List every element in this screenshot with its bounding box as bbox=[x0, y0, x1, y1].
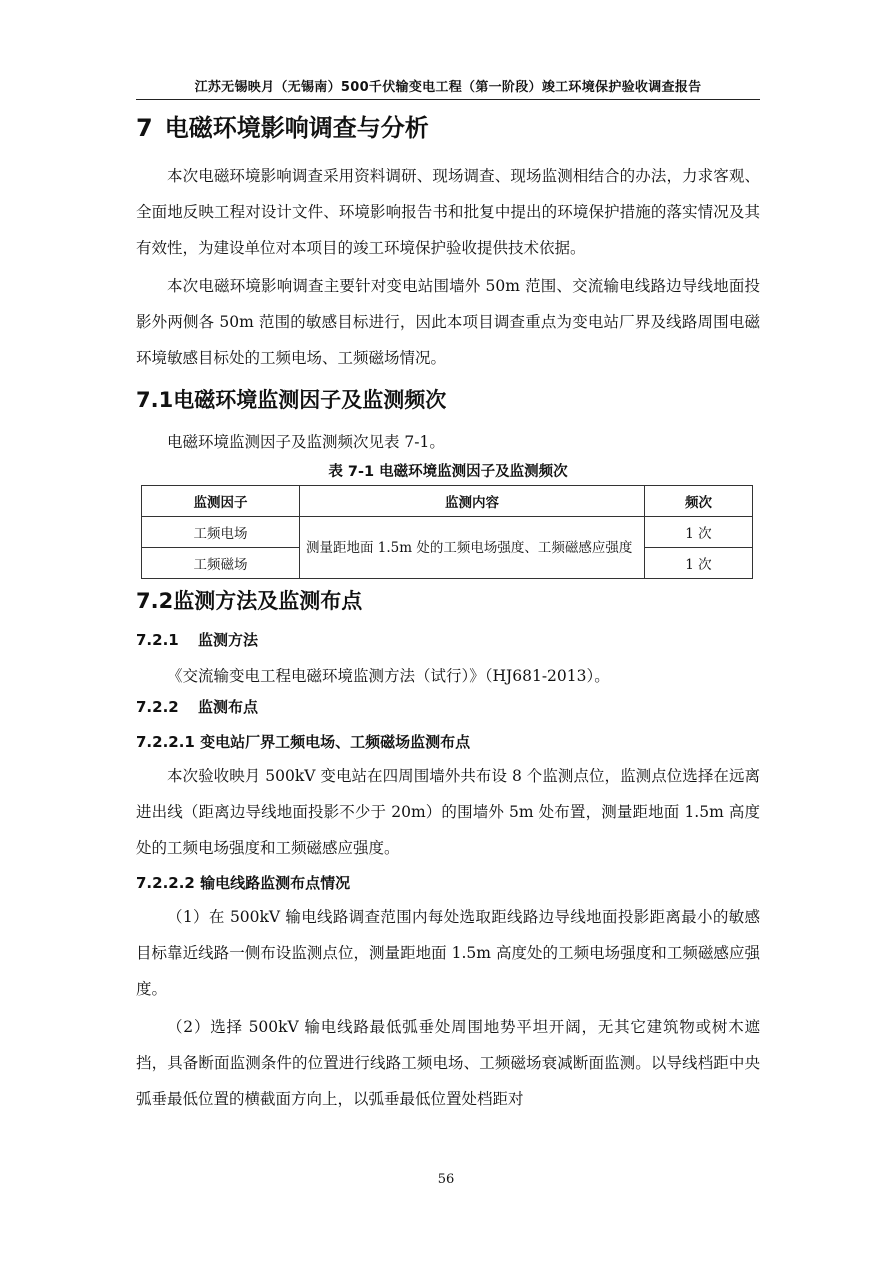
section-7-2-2-heading: 7.2.2 监测布点 bbox=[136, 698, 259, 716]
section-7-2-heading: 7.2监测方法及监测布点 bbox=[136, 589, 363, 613]
table-row bbox=[142, 517, 753, 548]
table-cell-factor: 工频磁场 bbox=[142, 548, 300, 579]
monitoring-table bbox=[141, 485, 753, 579]
method-paragraph: 《交流输变电工程电磁环境监测方法（试行）》（HJ681-2013）。 bbox=[167, 667, 610, 685]
line-paragraph-1: （1）在 500kV 输电线路调查范围内每处选取距线路边导线地面投影距离最小的敏感目标靠近线路一侧布设监测点位，测量距地面 1.5m 高度处的工频电场强度和工频磁感应强度。 bbox=[136, 908, 760, 998]
header-divider bbox=[136, 99, 760, 100]
page-number: 56 bbox=[437, 1172, 455, 1187]
table-cell-content: 测量距地面 1.5m 处的工频电场强度、工频磁感应强度 bbox=[300, 517, 645, 579]
table-header-cell: 频次 bbox=[645, 486, 753, 517]
table-cell-frequency: 1 次 bbox=[645, 548, 753, 579]
table-cell-frequency: 1 次 bbox=[645, 517, 753, 548]
page-header: 江苏无锡映月（无锡南）500千伏输变电工程（第一阶段）竣工环境保护验收调查报告 bbox=[194, 80, 702, 95]
section-7-1-heading: 7.1电磁环境监测因子及监测频次 bbox=[136, 388, 447, 412]
chapter-number: 7 bbox=[136, 114, 153, 142]
section-7-1-paragraph: 电磁环境监测因子及监测频次见表 7-1。 bbox=[167, 433, 445, 451]
line-paragraph-2: （2）选择 500kV 输电线路最低弧垂处周围地势平坦开阔，无其它建筑物或树木遮挡，具备断面监测条件的位置进行线路工频电场、工频磁场衰减断面监测。以导线档距中央弧垂最低位置的横截面方向上，以弧垂最低位置处档距对 bbox=[136, 1018, 760, 1108]
chapter-title: 电磁环境影响调查与分析 bbox=[164, 114, 429, 142]
section-7-2-1-heading: 7.2.1 监测方法 bbox=[136, 631, 259, 649]
page-body bbox=[136, 108, 760, 1117]
substation-paragraph: 本次验收映月 500kV 变电站在四周围墙外共布设 8 个监测点位，监测点位选择在远离进出线（距离边导线地面投影不少于 20m）的围墙外 5m 处布置，测量距地面 1.5m 高度处的工频电场强度和工频磁感应强度。 bbox=[136, 767, 760, 857]
table-header-cell: 监测内容 bbox=[300, 486, 645, 517]
intro-paragraph-2: 本次电磁环境影响调查主要针对变电站围墙外 50m 范围、交流输电线路边导线地面投影外两侧各 50m 范围的敏感目标进行，因此本项目调查重点为变电站厂界及线路周围电磁环境敏感目标处的工频电场、工频磁场情况。 bbox=[136, 277, 760, 367]
table-header-cell: 监测因子 bbox=[142, 486, 300, 517]
section-7-2-2-2-heading: 7.2.2.2 输电线路监测布点情况 bbox=[136, 874, 351, 892]
table-cell-factor: 工频电场 bbox=[142, 517, 300, 548]
table-caption: 表 7-1 电磁环境监测因子及监测频次 bbox=[328, 464, 568, 480]
chapter-heading bbox=[136, 108, 760, 148]
intro-paragraph-1: 本次电磁环境影响调查采用资料调研、现场调查、现场监测相结合的办法，力求客观、全面地反映工程对设计文件、环境影响报告书和批复中提出的环境保护措施的落实情况及其有效性，为建设单位对本项目的竣工环境保护验收提供技术依据。 bbox=[136, 167, 760, 257]
table-header-row bbox=[142, 486, 753, 517]
section-7-2-2-1-heading: 7.2.2.1 变电站厂界工频电场、工频磁场监测布点 bbox=[136, 733, 471, 751]
